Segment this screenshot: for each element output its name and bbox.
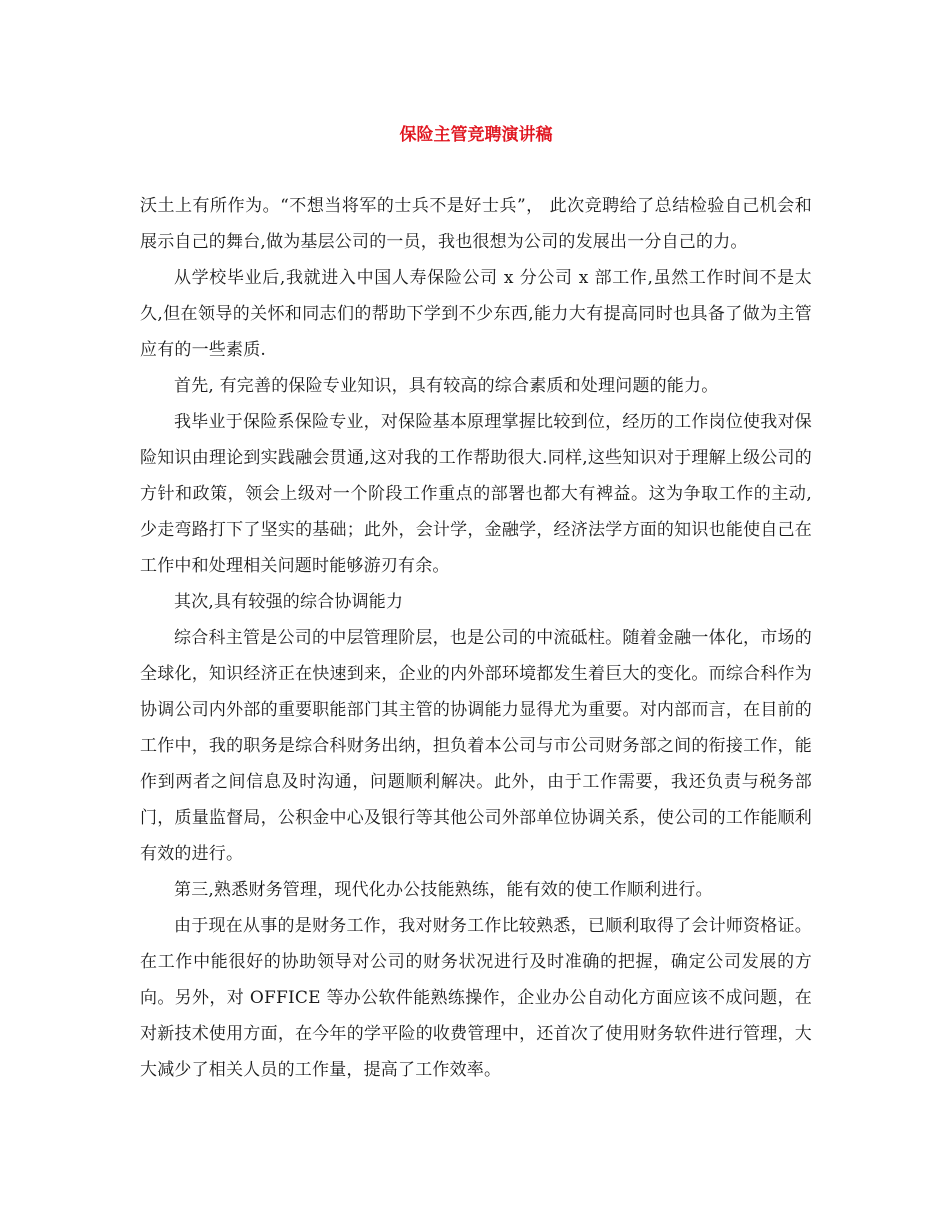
paragraph-2: 从学校毕业后,我就进入中国人寿保险公司 x 分公司 x 部工作,虽然工作时间不是太久,但在领导的关怀和同志们的帮助下学到不少东西,能力大有提高同时也具备了做为主管应有的一些素质.	[140, 268, 812, 360]
document-body	[140, 188, 812, 1088]
paragraph-4: 我毕业于保险系保险专业，对保险基本原理掌握比较到位，经历的工作岗位使我对保险知识由理论到实践融会贯通,这对我的工作帮助很大.同样,这些知识对于理解上级公司的方针和政策，领会上级对一个阶段工作重点的部署也都大有裨益。这为争取工作的主动,少走弯路打下了坚实的基础；此外，会计学，金融学，经济法学方面的知识也能使自己在工作中和处理相关问题时能够游刃有余。	[140, 412, 812, 576]
paragraph-3: 首先, 有完善的保险专业知识，具有较高的综合素质和处理问题的能力。	[174, 376, 719, 396]
paragraph-7: 第三,熟悉财务管理，现代化办公技能熟练，能有效的使工作顺利进行。	[174, 880, 713, 900]
paragraph-5: 其次,具有较强的综合协调能力	[174, 592, 404, 612]
paragraph-6: 综合科主管是公司的中层管理阶层，也是公司的中流砥柱。随着金融一体化，市场的全球化，知识经济正在快速到来，企业的内外部环境都发生着巨大的变化。而综合科作为协调公司内外部的重要职能部门其主管的协调能力显得尤为重要。对内部而言，在目前的工作中，我的职务是综合科财务出纳，担负着本公司与市公司财务部之间的衔接工作，能作到两者之间信息及时沟通，问题顺利解决。此外，由于工作需要，我还负责与税务部门，质量监督局，公积金中心及银行等其他公司外部单位协调关系，使公司的工作能顺利有效的进行。	[140, 628, 812, 864]
paragraph-1: 沃土上有所作为。“不想当将军的士兵不是好士兵”， 此次竞聘给了总结检验自己机会和展示自己的舞台,做为基层公司的一员，我也很想为公司的发展出一分自己的力。	[140, 196, 812, 252]
document-title: 保险主管竞聘演讲稿	[399, 125, 553, 145]
paragraph-8: 由于现在从事的是财务工作，我对财务工作比较熟悉，已顺利取得了会计师资格证。在工作中能很好的协助领导对公司的财务状况进行及时准确的把握，确定公司发展的方向。另外，对 OFFICE 等办公软件能熟练操作，企业办公自动化方面应该不成问题，在对新技术使用方面，在今年的学平险的收费管理中，还首次了使用财务软件进行管理，大大减少了相关人员的工作量，提高了工作效率。	[140, 916, 812, 1080]
